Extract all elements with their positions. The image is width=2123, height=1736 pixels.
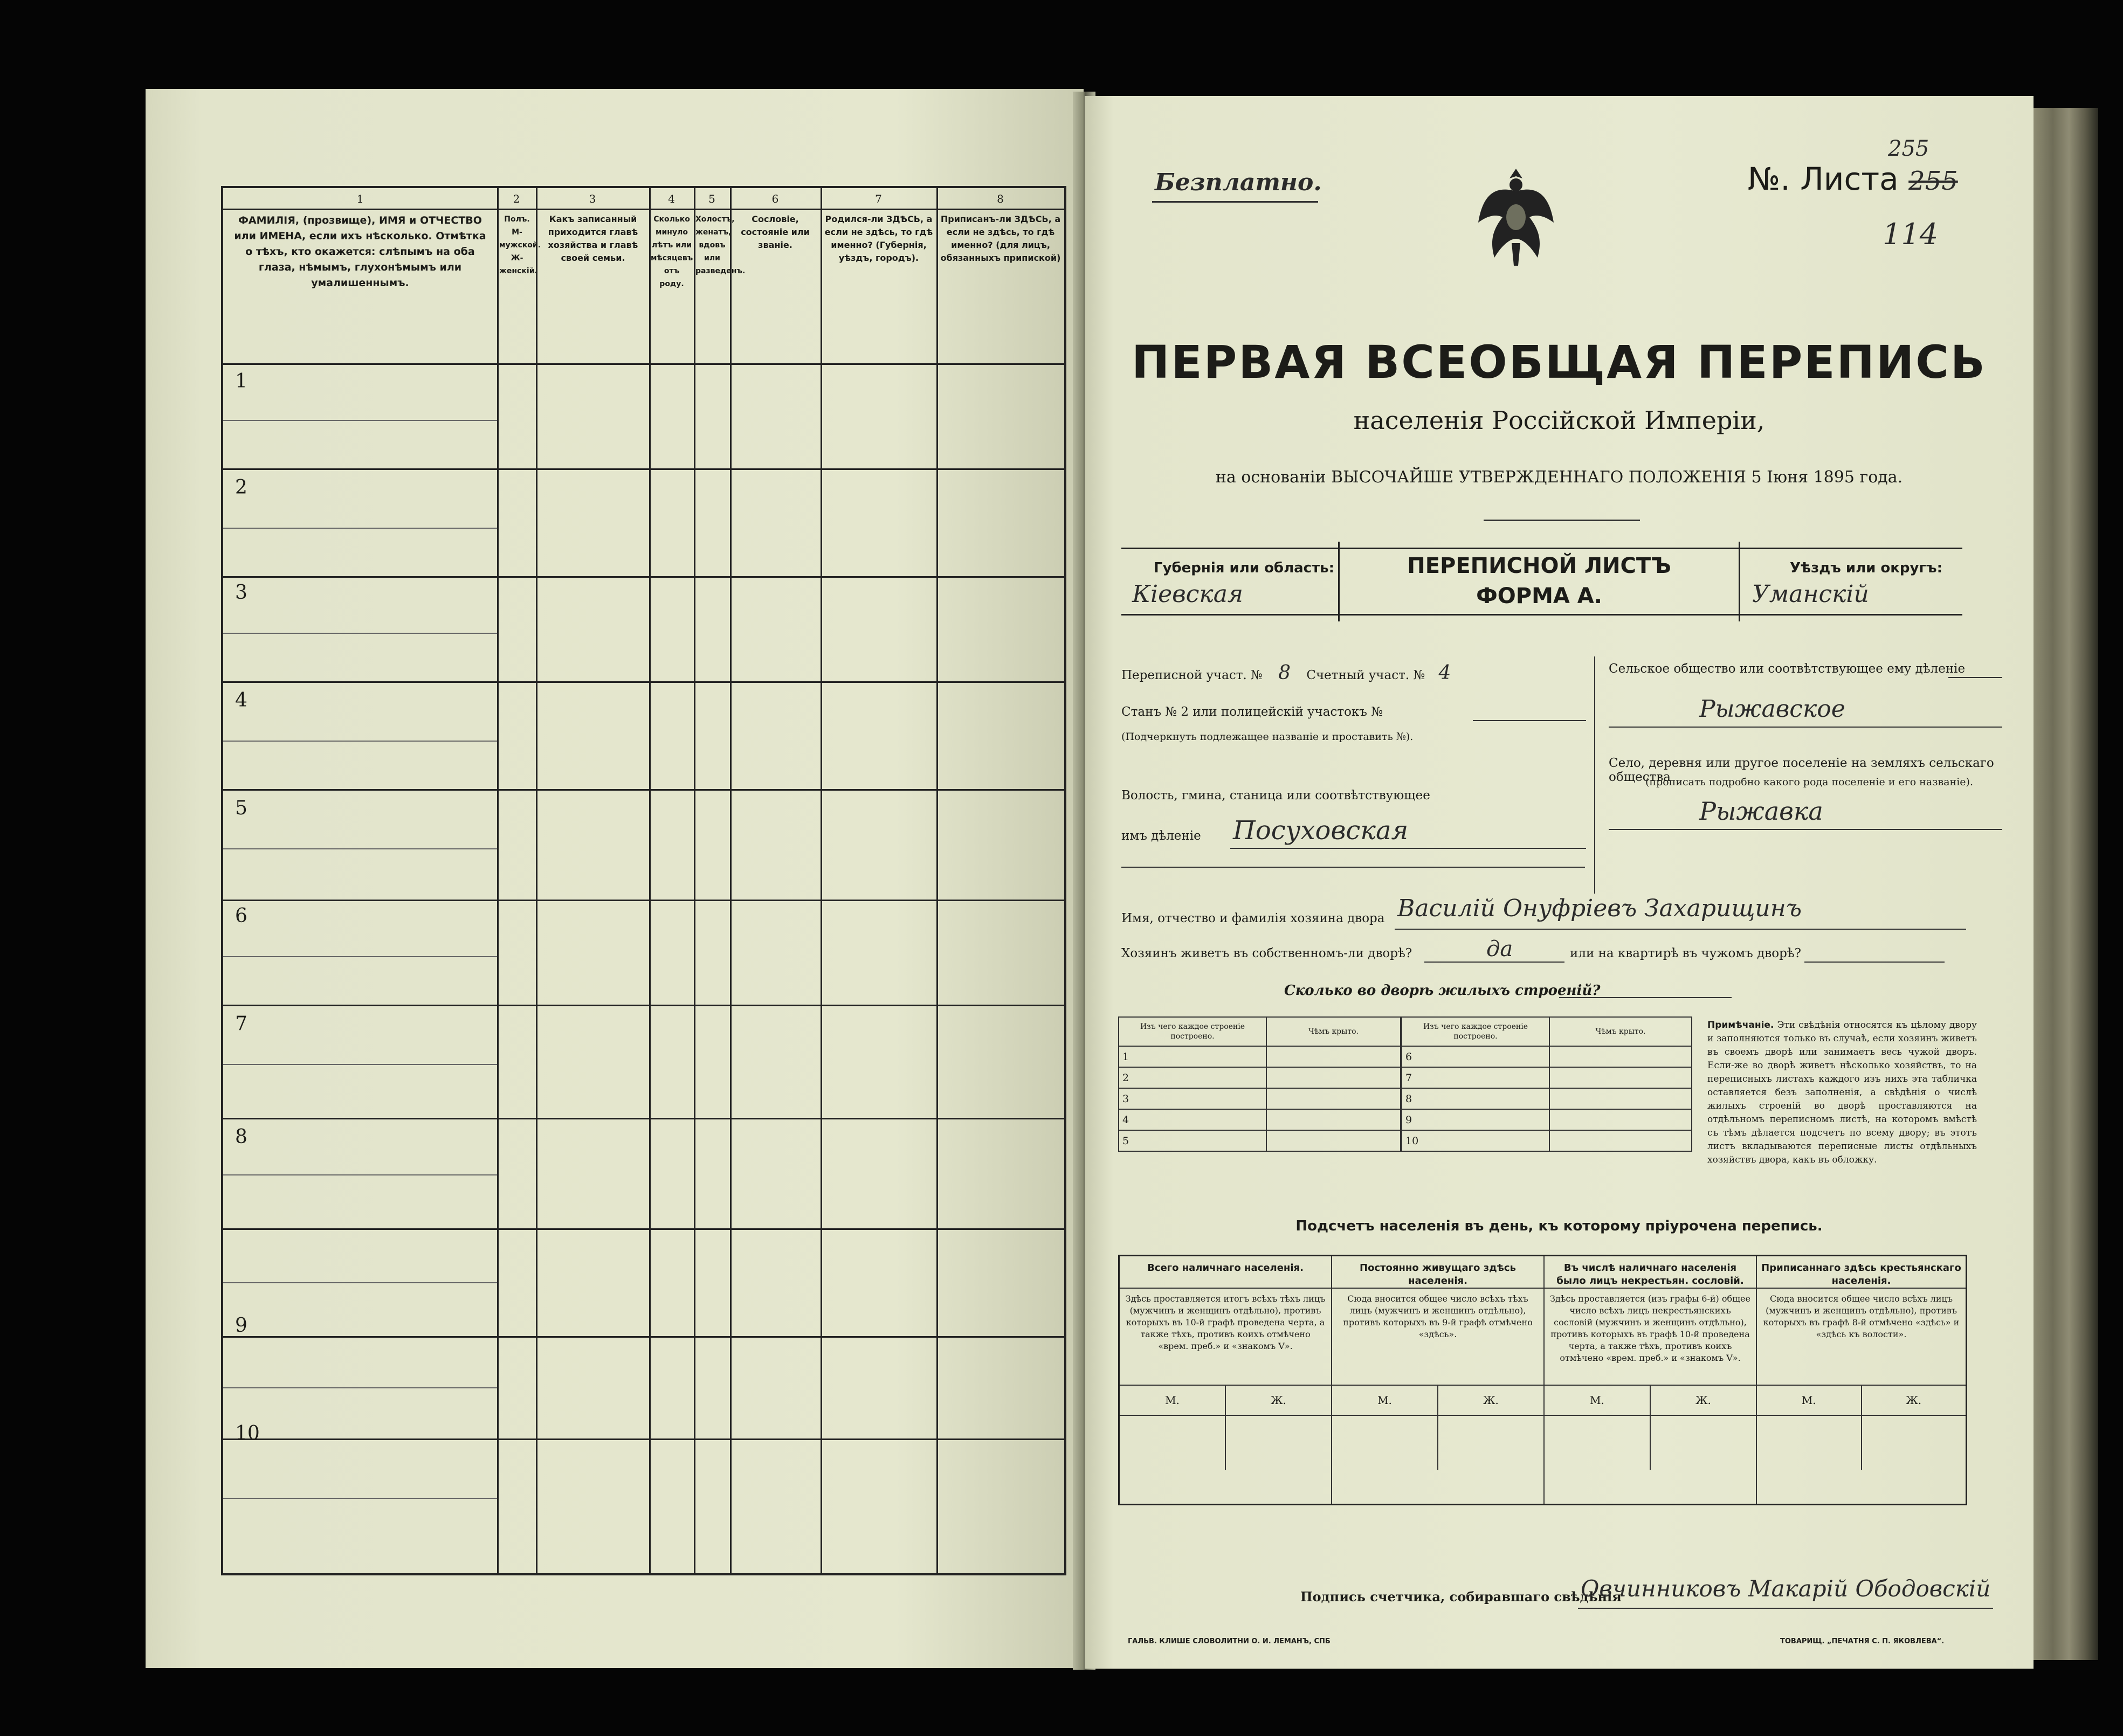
female-value bbox=[1438, 1416, 1543, 1470]
row-divider bbox=[223, 900, 1064, 901]
buildings-header-roof: Чѣмъ крыто. bbox=[1549, 1017, 1692, 1046]
printer-right: ТОВАРИЩ. „ПЕЧАТНЯ С. П. ЯКОВЛЕВА“. bbox=[1780, 1637, 1945, 1645]
female-label: Ж. bbox=[1906, 1394, 1922, 1407]
buildings-note bbox=[1707, 1019, 1977, 1167]
sheet-number-struck: 255 bbox=[1908, 166, 1958, 196]
society-underline-2 bbox=[1609, 727, 2002, 728]
uezd-label: Уѣздъ или округъ: bbox=[1790, 560, 1942, 576]
col-divider bbox=[936, 188, 938, 1573]
form-box bbox=[1338, 542, 1740, 621]
row-subline bbox=[223, 528, 497, 529]
row-subline bbox=[223, 633, 497, 634]
col-header-birthplace: Родился-ли ЗДѢСЬ, а если не здѣсь, то гдѣ именно? (Губернія, уѣздъ, городъ). bbox=[824, 214, 933, 263]
row-divider bbox=[223, 681, 1064, 683]
building-row-num: 10 bbox=[1402, 1130, 1549, 1151]
col-number: 7 bbox=[875, 192, 882, 205]
form-basis: на основаніи ВЫСОЧАЙШЕ УТВЕРЖДЕННАГО ПОЛОЖЕНІЯ 5 Іюня 1895 года. bbox=[1215, 468, 1903, 487]
row-number: 2 bbox=[235, 476, 247, 499]
row-number: 3 bbox=[235, 582, 247, 604]
volost-value: Посуховская bbox=[1233, 815, 1409, 846]
col-number: 8 bbox=[997, 192, 1004, 205]
village-label: Село, деревня или другое поселеніе на земляхъ сельскаго общества bbox=[1609, 756, 1994, 784]
right-page bbox=[1085, 96, 2034, 1669]
row-number: 7 bbox=[235, 1013, 247, 1035]
gubernia-value: Кіевская bbox=[1132, 580, 1244, 608]
society-label: Сельское общество или соотвѣтствующее ему дѣленіе bbox=[1609, 662, 1966, 676]
male-label: М. bbox=[1757, 1386, 1862, 1415]
male-value bbox=[1332, 1416, 1438, 1470]
gubernia-label: Губернія или область: bbox=[1154, 560, 1334, 576]
row-divider bbox=[223, 789, 1064, 791]
lives-underline-2 bbox=[1804, 962, 1945, 963]
building-row-num: 7 bbox=[1402, 1067, 1549, 1088]
col-header-age: Сколько минуло лѣтъ или мѣсяцевъ отъ роду. bbox=[651, 215, 693, 288]
count-box-title: Приписаннаго здѣсь крестьянскаго населенія. bbox=[1757, 1256, 1966, 1289]
society-value: Рыжавское bbox=[1699, 695, 1845, 723]
buildings-header-roof: Чѣмъ крыто. bbox=[1266, 1017, 1401, 1046]
female-value bbox=[1226, 1416, 1331, 1470]
row-number: 4 bbox=[235, 689, 247, 711]
double-headed-eagle-icon bbox=[1473, 163, 1559, 271]
village-underline bbox=[1609, 829, 2002, 830]
col-number: 3 bbox=[589, 192, 596, 205]
col-divider bbox=[694, 188, 695, 1573]
signature-label: Подпись счетчика, собиравшаго свѣдѣнія bbox=[1300, 1589, 1622, 1604]
female-value bbox=[1651, 1416, 1756, 1470]
buildings-label: Сколько во дворѣ жилыхъ строеній? bbox=[1284, 983, 1601, 999]
owner-underline bbox=[1395, 929, 1966, 930]
row-divider bbox=[223, 1336, 1064, 1338]
female-label: Ж. bbox=[1271, 1394, 1286, 1407]
col-header-name: ФАМИЛІЯ, (прозвище), ИМЯ и ОТЧЕСТВО или ИМЕНА, если ихъ нѣсколько. Отмѣтка о тѣхъ, кто окажется: слѣпымъ на оба глаза, нѣмымъ, глухонѣмымъ или умалишеннымъ. bbox=[234, 215, 486, 289]
title-rule bbox=[1484, 520, 1640, 521]
row-subline bbox=[223, 741, 497, 742]
buildings-table-left bbox=[1118, 1016, 1401, 1152]
count-table bbox=[1118, 1255, 1967, 1505]
row-subline bbox=[223, 848, 497, 849]
signature-underline bbox=[1578, 1608, 1993, 1609]
col-divider bbox=[536, 188, 537, 1573]
col-number: 1 bbox=[356, 192, 364, 205]
col-divider bbox=[730, 188, 732, 1573]
male-value bbox=[1545, 1416, 1651, 1470]
village-value: Рыжавка bbox=[1699, 797, 1823, 826]
building-row-num: 2 bbox=[1119, 1067, 1266, 1088]
count-box-desc: Сюда вносится общее число всѣхъ лицъ (мужчинъ и женщинъ отдѣльно), противъ которыхъ въ графѣ 8-й отмѣчено «здѣсь» и «здѣсь къ волости». bbox=[1757, 1289, 1966, 1386]
volost-label: Волость, гмина, станица или соотвѣтствующее bbox=[1121, 789, 1430, 803]
sheet-number-value: 255 bbox=[1888, 136, 1929, 161]
male-label: М. bbox=[1545, 1386, 1651, 1415]
building-row-num: 3 bbox=[1119, 1088, 1266, 1109]
row-number: 8 bbox=[235, 1126, 247, 1148]
census-district-value: 8 bbox=[1278, 662, 1291, 684]
form-subtitle: населенія Россійской Имперіи, bbox=[1353, 406, 1765, 435]
lives-label-2: или на квартирѣ въ чужомъ дворѣ? bbox=[1570, 946, 1802, 960]
col-header-sex: Полъ. М-мужской. Ж-женскій. bbox=[499, 215, 541, 275]
note-title: Примѣчаніе. bbox=[1707, 1020, 1774, 1030]
col-header-registered: Приписанъ-ли ЗДѢСЬ, а если не здѣсь, то гдѣ именно? (для лицъ, обязанныхъ припиской) bbox=[940, 214, 1061, 263]
owner-label: Имя, отчество и фамилія хозяина двора bbox=[1121, 911, 1385, 925]
uezd-value: Уманскій bbox=[1752, 580, 1869, 608]
row-number: 1 bbox=[235, 370, 247, 392]
col-number: 4 bbox=[668, 192, 675, 205]
building-row-num: 8 bbox=[1402, 1088, 1549, 1109]
col-number: 2 bbox=[513, 192, 520, 205]
printer-left: ГАЛЬВ. КЛИШЕ СЛОВОЛИТНИ О. И. ЛЕМАНЪ, СПБ bbox=[1128, 1637, 1331, 1645]
col-number: 5 bbox=[708, 192, 715, 205]
count-box-registered bbox=[1757, 1256, 1966, 1504]
row-divider bbox=[223, 468, 1064, 470]
col-number: 6 bbox=[771, 192, 779, 205]
note-text: Эти свѣдѣнія относятся къ цѣлому двору и заполняются только въ случаѣ, если хозяинъ живетъ въ своемъ дворѣ или занимаетъ весь чужой дворъ. Если-же во дворѣ живетъ нѣсколько хозяйствъ, то на переписныхъ листахъ каждого изъ нихъ эта табличка оставляется безъ заполненія, а свѣдѣнія о числѣ жилыхъ строеній во дворѣ проставляются на отдѣльномъ переписномъ листѣ, на которомъ вмѣстѣ съ тѣмъ дѣлается подсчетъ по всему двору; въ этотъ листъ вкладываются переписные листы отдѣльныхъ хозяйствъ двора, какъ въ обложку. bbox=[1707, 1020, 1977, 1165]
owner-value: Василій Онуфріевъ Захарищинъ bbox=[1397, 895, 1802, 922]
buildings-underline bbox=[1559, 997, 1732, 998]
free-label: Безплатно. bbox=[1155, 169, 1322, 196]
counting-district-value: 4 bbox=[1438, 662, 1451, 684]
header-bottom bbox=[223, 363, 1064, 365]
row-subline bbox=[223, 1174, 497, 1175]
male-label: М. bbox=[1120, 1386, 1226, 1415]
header-divider bbox=[223, 209, 1064, 210]
sheet-number-alt: 114 bbox=[1883, 217, 1939, 251]
col-divider bbox=[821, 188, 822, 1573]
count-box-title: Въ числѣ наличнаго населенія было лицъ некрестьян. сословій. bbox=[1545, 1256, 1756, 1289]
row-subline bbox=[223, 1387, 497, 1388]
signature-value: Овчинниковъ Макарій Ободовскій bbox=[1581, 1575, 1991, 1602]
male-value bbox=[1757, 1416, 1862, 1470]
buildings-table-right bbox=[1401, 1016, 1692, 1152]
village-note: (прописать подробно какого рода поселеніе и его названіе). bbox=[1645, 776, 1973, 788]
volost-underline bbox=[1230, 848, 1586, 849]
count-box-desc: Сюда вносится общее число всѣхъ тѣхъ лицъ (мужчинъ и женщинъ отдѣльно), противъ которыхъ въ 9-й графѣ отмѣчено «здѣсь». bbox=[1332, 1289, 1543, 1386]
female-value bbox=[1862, 1416, 1966, 1470]
row-number: 6 bbox=[235, 905, 247, 927]
count-box-desc: Здѣсь проставляется (изъ графы 6-й) общее число всѣхъ лицъ некрестьянскихъ сословій (мужчинъ и женщинъ отдѣльно), противъ которыхъ въ графѣ 10-й проведена черта, а также тѣхъ, противъ коихъ отмѣчено «врем. преб.» и «знакомъ V». bbox=[1545, 1289, 1756, 1386]
col-header-marital: Холостъ, женатъ, вдовъ или разведенъ. bbox=[695, 215, 746, 275]
counting-district-label: Счетный участ. № bbox=[1306, 668, 1425, 682]
lives-underline bbox=[1424, 962, 1564, 963]
building-row-num: 4 bbox=[1119, 1109, 1266, 1130]
row-divider bbox=[223, 1118, 1064, 1119]
col-header-estate: Сословіе, состояніе или званіе. bbox=[741, 214, 810, 250]
left-page bbox=[146, 89, 1084, 1668]
col-divider bbox=[497, 188, 499, 1573]
row-divider bbox=[223, 1228, 1064, 1230]
sheet-number-label: №. Листа bbox=[1748, 161, 1899, 197]
male-value bbox=[1120, 1416, 1226, 1470]
page-edges bbox=[2034, 108, 2098, 1660]
building-row-num: 1 bbox=[1119, 1046, 1266, 1067]
row-number: 9 bbox=[235, 1315, 247, 1337]
stan-note: (Подчеркнуть подлежащее названіе и проставить №). bbox=[1121, 731, 1414, 743]
row-subline bbox=[223, 1282, 497, 1283]
count-box-desc: Здѣсь проставляется итогъ всѣхъ тѣхъ лицъ (мужчинъ и женщинъ отдѣльно), противъ которыхъ въ 10-й графѣ проведена черта, а также тѣхъ, противъ коихъ отмѣчено «врем. преб.» и «знакомъ V». bbox=[1120, 1289, 1331, 1386]
count-box-title: Всего наличнаго населенія. bbox=[1120, 1256, 1331, 1289]
society-underline bbox=[1948, 677, 2002, 678]
buildings-header-material: Изъ чего каждое строеніе построено. bbox=[1402, 1017, 1549, 1046]
male-label: М. bbox=[1332, 1386, 1438, 1415]
row-divider bbox=[223, 576, 1064, 578]
form-box-subtitle: ФОРМА А. bbox=[1476, 584, 1602, 608]
count-box-total bbox=[1120, 1256, 1332, 1504]
female-label: Ж. bbox=[1483, 1394, 1499, 1407]
building-row-num: 6 bbox=[1402, 1046, 1549, 1067]
row-number: 5 bbox=[235, 797, 247, 819]
building-row-num: 5 bbox=[1119, 1130, 1266, 1151]
lives-value: да bbox=[1486, 937, 1513, 962]
person-table bbox=[221, 186, 1066, 1575]
volost-label-2: имъ дѣленіе bbox=[1121, 829, 1201, 843]
row-subline bbox=[223, 956, 497, 957]
building-row-num: 9 bbox=[1402, 1109, 1549, 1130]
field-divider bbox=[1594, 656, 1595, 894]
stan-label: Станъ № 2 или полицейскій участокъ № bbox=[1121, 705, 1383, 719]
count-box-permanent bbox=[1332, 1256, 1545, 1504]
census-district-label: Переписной участ. № bbox=[1121, 668, 1263, 682]
col-header-relation: Какъ записанный приходится главѣ хозяйства и главѣ своей семьи. bbox=[548, 214, 638, 263]
volost-underline-2 bbox=[1121, 867, 1585, 868]
col-divider bbox=[649, 188, 651, 1573]
row-divider bbox=[223, 1438, 1064, 1440]
row-subline bbox=[223, 420, 497, 421]
buildings-header-material: Изъ чего каждое строеніе построено. bbox=[1119, 1017, 1266, 1046]
row-subline bbox=[223, 1498, 497, 1499]
lives-label: Хозяинъ живетъ въ собственномъ-ли дворѣ? bbox=[1121, 946, 1412, 960]
female-label: Ж. bbox=[1695, 1394, 1711, 1407]
free-underline bbox=[1152, 201, 1318, 203]
count-box-non-peasant bbox=[1545, 1256, 1757, 1504]
row-subline bbox=[223, 1064, 497, 1065]
count-box-title: Постоянно живущаго здѣсь населенія. bbox=[1332, 1256, 1543, 1289]
row-number: 10 bbox=[235, 1422, 260, 1444]
row-divider bbox=[223, 1005, 1064, 1006]
count-title: Подсчетъ населенія въ день, къ которому пріурочена перепись. bbox=[1295, 1218, 1823, 1234]
form-box-title: ПЕРЕПИСНОЙ ЛИСТЪ bbox=[1407, 554, 1671, 578]
stan-underline bbox=[1473, 720, 1586, 721]
region-box bbox=[1121, 548, 1962, 615]
form-title: ПЕРВАЯ ВСЕОБЩАЯ ПЕРЕПИСЬ bbox=[1132, 336, 1987, 389]
